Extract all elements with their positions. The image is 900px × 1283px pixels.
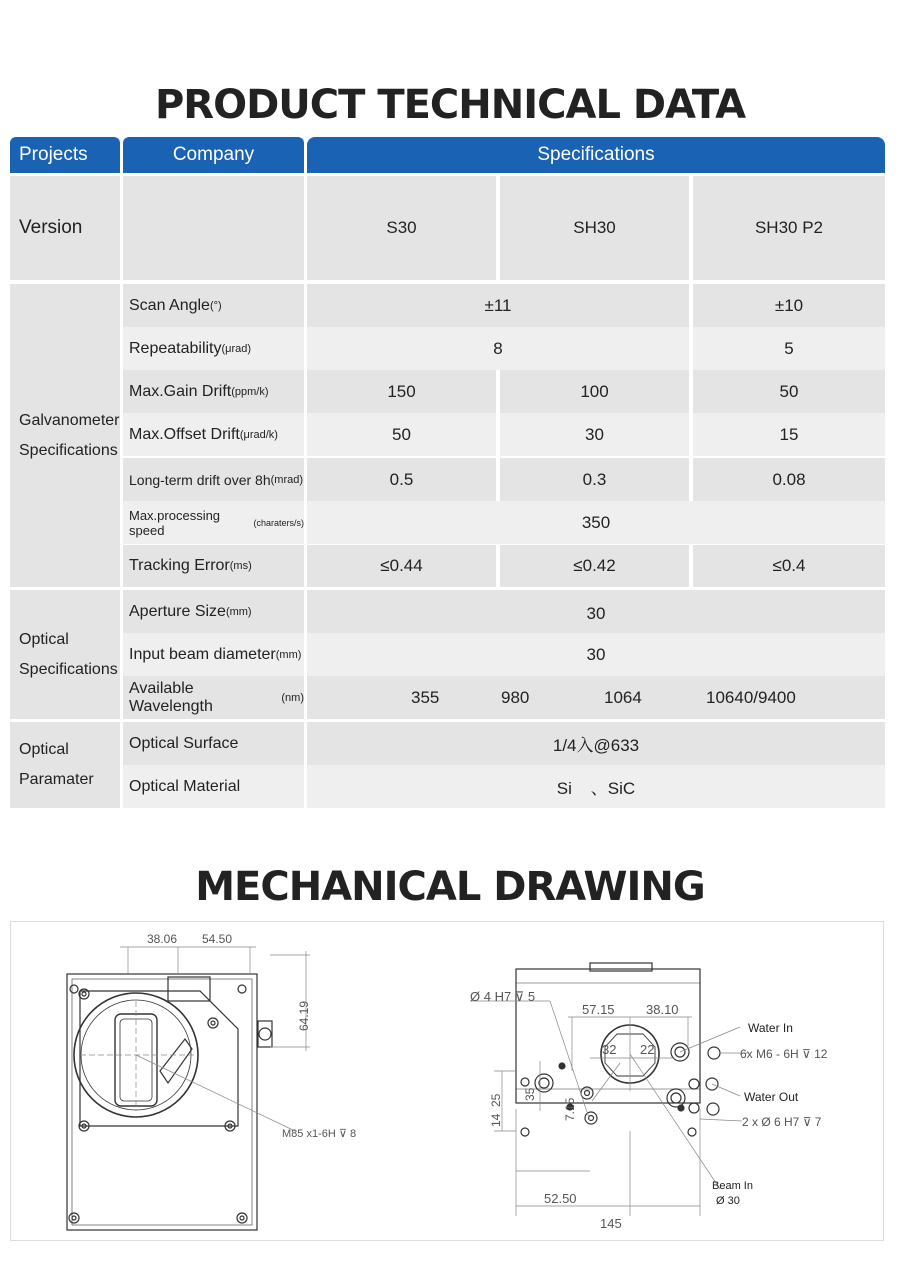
galvo-value (693, 458, 885, 501)
dim-7-15: 7.15 (563, 1097, 577, 1121)
value-text: ≤0.4 (772, 556, 806, 575)
drawing-right (450, 921, 884, 1241)
version-label-text: Version (19, 217, 83, 238)
header-specifications (307, 137, 885, 173)
version-model-sh30p2 (693, 176, 885, 280)
header-projects (10, 137, 120, 173)
galvo-value (307, 413, 496, 456)
dim-14: 14 (489, 1113, 503, 1127)
header-company (123, 137, 304, 173)
version-model-s30-text: S30 (386, 218, 417, 237)
wavelength-10640: 10640/9400 (706, 688, 796, 707)
dowel-label: 2 x Ø 6 H7 ⊽ 7 (742, 1115, 822, 1129)
value-text: 15 (779, 424, 799, 444)
value-text: 1/4入@633 (552, 736, 640, 755)
galvo-row-label (123, 413, 304, 456)
m6-label: 6x M6 - 6H ⊽ 12 (740, 1047, 828, 1061)
dim-32: 32 (602, 1042, 617, 1057)
galvo-value (500, 413, 689, 456)
row-label-text: Max.processing speed (129, 507, 221, 538)
dim-145: 145 (600, 1216, 622, 1231)
header-company-label: Company (172, 144, 255, 165)
galvo-group-label (10, 284, 120, 587)
param-row-label (123, 722, 304, 765)
row-label-text: Scan Angle (129, 296, 210, 314)
value-text: Si 、SiC (556, 779, 636, 798)
row-label-text: Max.Offset Drift (129, 425, 240, 443)
row-label-text: Tracking Error (129, 557, 230, 574)
galvo-value (307, 545, 496, 587)
dim-57-15: 57.15 (582, 1002, 615, 1017)
value-text: ±10 (774, 295, 804, 315)
galvo-value (693, 284, 885, 327)
wavelength-1064: 1064 (604, 688, 642, 707)
value-text: ≤0.44 (380, 556, 423, 575)
value-text: 30 (586, 644, 606, 664)
water-out-label: Water Out (744, 1090, 799, 1104)
row-label-text: Aperture Size (129, 602, 226, 620)
galvo-value (307, 327, 689, 370)
galvo-value (307, 501, 885, 544)
value-text: 0.08 (772, 469, 806, 489)
page-title: PRODUCT TECHNICAL DATA (154, 82, 746, 128)
value-text: 0.5 (389, 469, 414, 489)
row-unit: (μrad/k) (239, 428, 278, 441)
value-text: ≤0.42 (573, 556, 616, 575)
param-value (307, 722, 885, 765)
wavelength-980: 980 (501, 688, 530, 707)
value-text: 30 (586, 603, 606, 623)
optical-value (307, 633, 885, 676)
optical-row-label (123, 590, 304, 633)
dim-54-50: 54.50 (202, 932, 233, 946)
value-text: 150 (387, 381, 416, 401)
galvo-value (693, 413, 885, 456)
value-text: 350 (581, 512, 611, 532)
galvo-group-line2: Specifications (19, 441, 118, 459)
galvo-value (500, 370, 689, 413)
value-text: 8 (493, 338, 503, 358)
galvo-row-label (123, 284, 304, 327)
galvo-value (693, 545, 885, 587)
value-text: 30 (585, 424, 604, 444)
value-text: 0.3 (582, 469, 607, 489)
dim-38-06: 38.06 (147, 932, 178, 946)
optical-group-label (10, 590, 120, 719)
row-unit: (mm) (275, 648, 302, 661)
value-text: 50 (779, 381, 799, 401)
header-specifications-label: Specifications (537, 144, 655, 165)
galvo-value (307, 458, 496, 501)
galvo-value (307, 370, 496, 413)
galvo-row-label (123, 327, 304, 370)
version-model-sh30p2-text: SH30 P2 (754, 218, 824, 237)
row-unit: (ppm/k) (231, 385, 269, 398)
row-unit: (mrad) (270, 473, 304, 486)
galvo-group-line1: Galvanometer (19, 411, 120, 429)
row-label-text: Input beam diameter (129, 645, 276, 663)
row-unit: (°) (209, 299, 222, 312)
row-label-text: Optical Surface (129, 734, 239, 752)
param-group-label (10, 722, 120, 808)
optical-group-line2: Specifications (19, 660, 118, 678)
galvo-value (500, 545, 689, 587)
row-label-text: Available Wavelength (129, 679, 213, 715)
optical-value (307, 590, 885, 633)
value-text: 5 (784, 338, 794, 358)
param-value (307, 765, 885, 808)
version-company (123, 176, 304, 280)
galvo-value (500, 458, 689, 501)
version-model-sh30 (500, 176, 689, 280)
galvo-value (693, 370, 885, 413)
galvo-value (693, 327, 885, 370)
param-group-line2: Paramater (19, 771, 94, 788)
galvo-value (307, 284, 689, 327)
galvo-row-label (123, 458, 304, 501)
beam-in-label: Beam In (712, 1180, 753, 1192)
version-model-s30 (307, 176, 496, 280)
optical-group-line1: Optical (19, 630, 69, 648)
galvo-row-label (123, 370, 304, 413)
water-in-label: Water In (748, 1021, 793, 1035)
galvo-row-label (123, 501, 304, 544)
value-text: 50 (392, 424, 411, 444)
dim-35: 35 (523, 1087, 537, 1101)
version-label (10, 176, 120, 280)
drawing-left (10, 921, 450, 1241)
header-projects-label: Projects (19, 144, 88, 165)
param-row-label (123, 765, 304, 808)
wavelength-values (307, 676, 885, 719)
row-unit: (mm) (225, 605, 252, 618)
optical-row-label (123, 633, 304, 676)
row-label-text: Max.Gain Drift (129, 382, 232, 400)
param-group-line1: Optical (19, 741, 69, 758)
row-unit: (ms) (229, 560, 252, 572)
wavelength-355: 355 (411, 688, 440, 707)
row-unit: (μrad) (221, 342, 252, 355)
dim-64-19: 64.19 (297, 1000, 311, 1031)
value-text: 100 (580, 381, 609, 401)
row-unit: (nm) (281, 691, 304, 704)
mechanical-title: MECHANICAL DRAWING (195, 864, 705, 910)
row-label-text: Repeatability (129, 339, 222, 357)
dim-25: 25 (489, 1093, 503, 1107)
dim-38-10: 38.10 (646, 1002, 679, 1017)
row-label-text: Long-term drift over 8h (129, 471, 271, 488)
hole-label: Ø 4 H7 ⊽ 5 (470, 989, 536, 1004)
dim-22: 22 (640, 1042, 655, 1057)
galvo-row-label (123, 545, 304, 587)
beam-diameter-label: Ø 30 (716, 1195, 740, 1207)
row-label-text: Optical Material (129, 777, 241, 795)
row-unit: (charaters/s) (253, 517, 304, 528)
optical-row-label (123, 676, 304, 719)
version-model-sh30-text: SH30 (573, 218, 616, 237)
dim-52-50: 52.50 (544, 1191, 577, 1206)
thread-label: M85 x1-6H ⊽ 8 (282, 1128, 357, 1140)
value-text: ±11 (484, 295, 512, 315)
